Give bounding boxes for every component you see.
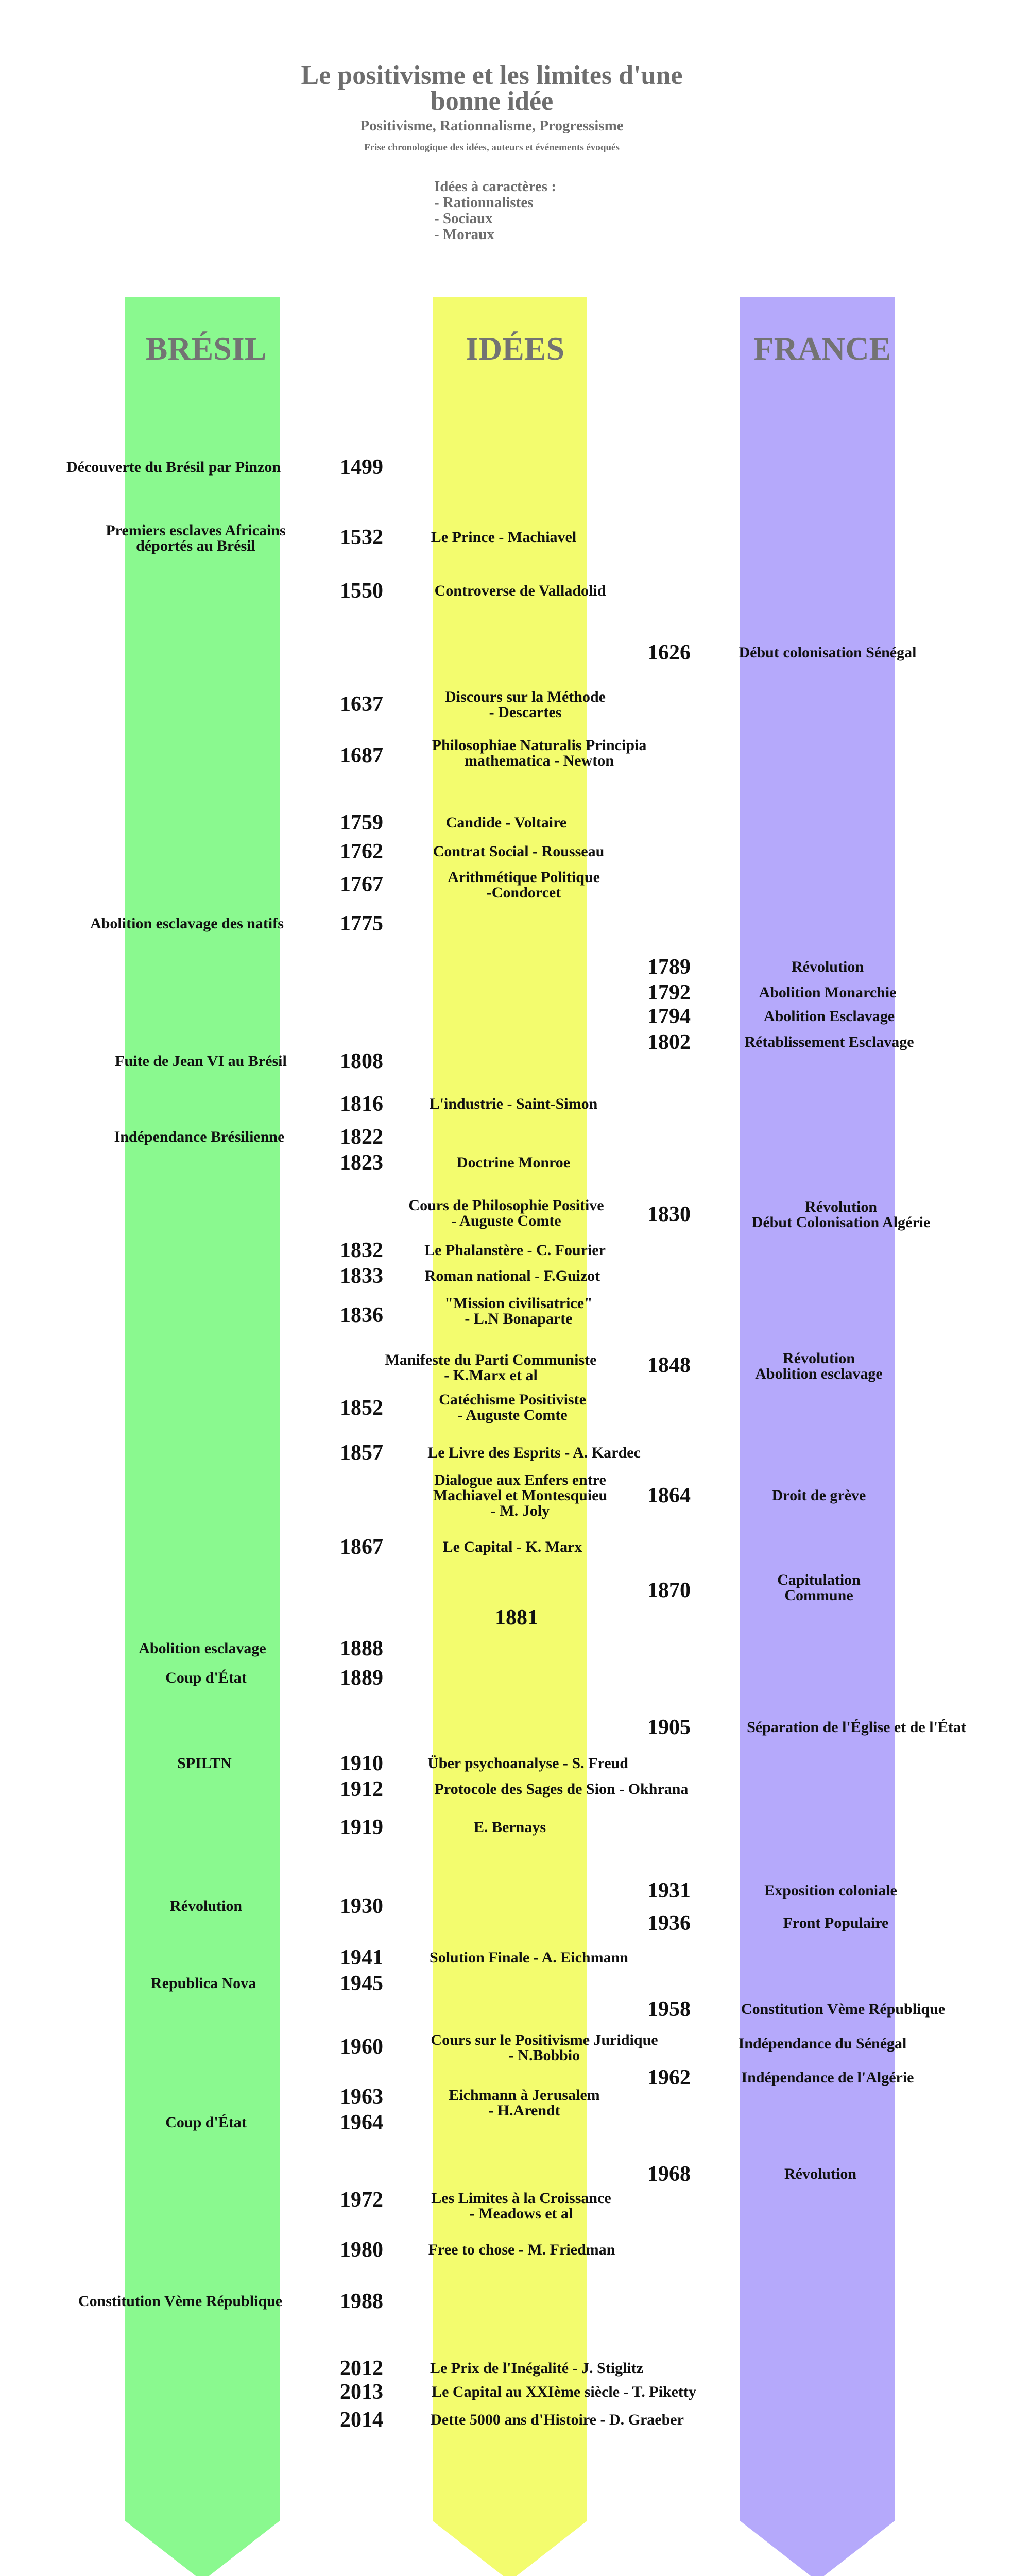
france-event: Constitution Vème République <box>741 2001 946 2018</box>
timeline-year: 2013 <box>340 2380 383 2404</box>
idea-entry: Candide - Voltaire <box>445 814 567 831</box>
idea-entry: E. Bernays <box>473 1819 546 1836</box>
france-year: 1802 <box>647 1030 691 1054</box>
france-year: 1789 <box>647 955 691 979</box>
timeline-year: 1912 <box>340 1777 383 1801</box>
idea-entry: Roman national - F.Guizot <box>424 1267 600 1284</box>
timeline-year: 1499 <box>340 455 383 479</box>
france-event: Front Populaire <box>783 1914 889 1931</box>
legend-item: - Rationnalistes <box>434 194 534 211</box>
idea-entry: Controverse de Valladolid <box>434 582 606 599</box>
idees-band <box>433 297 587 2576</box>
page-subtitle: Positivisme, Rationnalisme, Progressisme <box>360 117 624 134</box>
page-caption: Frise chronologique des idées, auteurs et événements évoqués <box>364 142 620 153</box>
idea-entry: Le Capital au XXIème siècle - T. Piketty <box>432 2383 696 2400</box>
idea-entry: Cours de Philosophie Positive - Auguste Comte <box>408 1197 604 1229</box>
column-heading-idees: IDÉES <box>465 330 565 367</box>
legend-item: - Sociaux <box>434 210 493 227</box>
bresil-event: Indépendance Brésilienne <box>114 1128 285 1145</box>
timeline-year: 1762 <box>340 840 383 863</box>
timeline-year: 1550 <box>340 579 383 603</box>
france-event: Indépendance du Sénégal <box>738 2035 907 2052</box>
timeline-year: 1867 <box>340 1535 383 1559</box>
bresil-event: Abolition esclavage des natifs <box>90 915 284 932</box>
bresil-event: Constitution Vème République <box>78 2293 283 2310</box>
france-event: Rétablissement Esclavage <box>744 1033 914 1050</box>
timeline-year: 1889 <box>340 1666 383 1690</box>
france-year: 1864 <box>647 1484 691 1507</box>
france-year: 1848 <box>647 1353 691 1377</box>
legend-heading: Idées à caractères : <box>434 178 556 195</box>
france-event: Exposition coloniale <box>764 1882 897 1899</box>
france-event: Capitulation Commune <box>777 1571 861 1604</box>
idea-entry: Le Prix de l'Inégalité - J. Stiglitz <box>430 2360 644 2377</box>
bresil-event: Coup d'État <box>165 1669 247 1686</box>
idea-entry: Contrat Social - Rousseau <box>433 843 605 860</box>
idea-entry: Discours sur la Méthode - Descartes <box>445 688 606 721</box>
bresil-event: Republica Nova <box>150 1975 256 1992</box>
france-year: 1905 <box>647 1716 691 1739</box>
bresil-event: SPILTN <box>177 1755 232 1772</box>
france-year: 1794 <box>647 1005 691 1028</box>
idea-entry: Le Phalanstère - C. Fourier <box>424 1242 606 1259</box>
idea-entry: Philosophiae Naturalis Principia mathematica - Newton <box>432 737 647 769</box>
france-year: 1962 <box>647 2066 691 2090</box>
timeline-year: 1945 <box>340 1972 383 1995</box>
idea-entry: Protocole des Sages de Sion - Okhrana <box>434 1781 689 1798</box>
timeline-year: 1941 <box>340 1946 383 1970</box>
france-year: 1870 <box>647 1579 691 1602</box>
bresil-event: Fuite de Jean VI au Brésil <box>115 1053 287 1070</box>
idea-entry: "Mission civilisatrice" - L.N Bonaparte <box>444 1295 593 1327</box>
timeline-year: 1919 <box>340 1816 383 1839</box>
france-year: 1958 <box>647 1997 691 2021</box>
timeline-year: 2012 <box>340 2357 383 2380</box>
france-event: Abolition Esclavage <box>763 1008 895 1025</box>
timeline-year: 1964 <box>340 2111 383 2134</box>
timeline-year: 1775 <box>340 912 383 936</box>
france-year: 1968 <box>647 2162 691 2186</box>
column-heading-france: FRANCE <box>753 330 891 367</box>
idea-entry: L'industrie - Saint-Simon <box>429 1095 598 1112</box>
france-year: 1931 <box>647 1879 691 1903</box>
france-event: Abolition Monarchie <box>759 984 897 1001</box>
france-year: 1792 <box>647 981 691 1005</box>
timeline-year: 1972 <box>340 2188 383 2212</box>
france-band <box>740 297 895 2576</box>
column-heading-bresil: BRÉSIL <box>145 330 267 367</box>
timeline-year: 1888 <box>340 1637 383 1660</box>
france-event: Révolution Abolition esclavage <box>755 1350 883 1382</box>
timeline-year: 1808 <box>340 1049 383 1073</box>
france-event: Séparation de l'Église et de l'État <box>747 1719 966 1736</box>
idea-entry: Doctrine Monroe <box>456 1154 571 1171</box>
timeline-year: 1816 <box>340 1092 383 1116</box>
idea-entry: Dialogue aux Enfers entre Machiavel et Montesquieu - M. Joly <box>433 1471 608 1519</box>
france-event: Droit de grève <box>771 1487 866 1504</box>
idea-entry: Le Prince - Machiavel <box>431 529 577 546</box>
france-year: 1936 <box>647 1911 691 1935</box>
timeline-year: 1759 <box>340 811 383 835</box>
timeline-year: 1930 <box>340 1894 383 1918</box>
timeline-year: 1832 <box>340 1239 383 1262</box>
idea-entry: Arithmétique Politique -Condorcet <box>448 869 600 901</box>
timeline-year: 1852 <box>340 1396 383 1420</box>
legend-item: - Moraux <box>434 226 494 243</box>
timeline-year: 1988 <box>340 2290 383 2313</box>
timeline-year: 1822 <box>340 1125 383 1149</box>
idea-entry: Catéchisme Positiviste - Auguste Comte <box>439 1391 586 1423</box>
idea-entry: Eichmann à Jerusalem - H.Arendt <box>449 2087 600 2119</box>
bresil-event: Abolition esclavage <box>139 1640 266 1657</box>
idea-entry: Dette 5000 ans d'Histoire - D. Graeber <box>431 2411 684 2428</box>
timeline-year: 1637 <box>340 692 383 716</box>
france-event: Indépendance de l'Algérie <box>741 2069 914 2086</box>
idea-entry: Solution Finale - A. Eichmann <box>430 1949 628 1966</box>
idea-entry: Cours sur le Positivisme Juridique - N.Bobbio <box>431 2031 658 2064</box>
france-event: Révolution <box>784 2165 857 2182</box>
timeline-year: 1910 <box>340 1752 383 1775</box>
timeline-year: 1980 <box>340 2238 383 2262</box>
timeline-year: 1963 <box>340 2085 383 2109</box>
idea-entry: Le Capital - K. Marx <box>442 1538 582 1555</box>
timeline-year: 1767 <box>340 873 383 896</box>
timeline-year: 1836 <box>340 1303 383 1327</box>
timeline-year: 2014 <box>340 2408 383 2432</box>
bresil-band <box>125 297 280 2576</box>
idea-entry: Les Limites à la Croissance - Meadows et al <box>431 2190 611 2222</box>
timeline-year: 1857 <box>340 1441 383 1465</box>
timeline-year: 1960 <box>340 2035 383 2059</box>
france-event: Révolution <box>791 958 864 975</box>
page-title: Le positivisme et les limites d'une bonne idée <box>301 61 683 116</box>
idea-entry: Über psychoanalyse - S. Freud <box>427 1755 628 1772</box>
idea-entry: Free to chose - M. Friedman <box>428 2241 615 2258</box>
bresil-event: Premiers esclaves Africains déportés au Brésil <box>106 522 286 554</box>
timeline-year: 1823 <box>340 1151 383 1175</box>
bresil-event: Révolution <box>169 1897 243 1914</box>
idea-entry: Manifeste du Parti Communiste - K.Marx et al <box>385 1351 597 1384</box>
france-year: 1830 <box>647 1202 691 1226</box>
bresil-event: Découverte du Brésil par Pinzon <box>66 459 281 476</box>
timeline-year: 1833 <box>340 1264 383 1288</box>
france-year: 1626 <box>647 641 691 665</box>
bresil-event: Coup d'État <box>165 2114 247 2131</box>
timeline-year: 1532 <box>340 526 383 549</box>
idea-entry: Le Livre des Esprits - A. Kardec <box>427 1444 641 1461</box>
timeline-year: 1881 <box>495 1606 538 1630</box>
france-event: Début colonisation Sénégal <box>739 644 917 661</box>
france-event: Révolution Début Colonisation Algérie <box>751 1198 931 1231</box>
timeline-year: 1687 <box>340 744 383 768</box>
